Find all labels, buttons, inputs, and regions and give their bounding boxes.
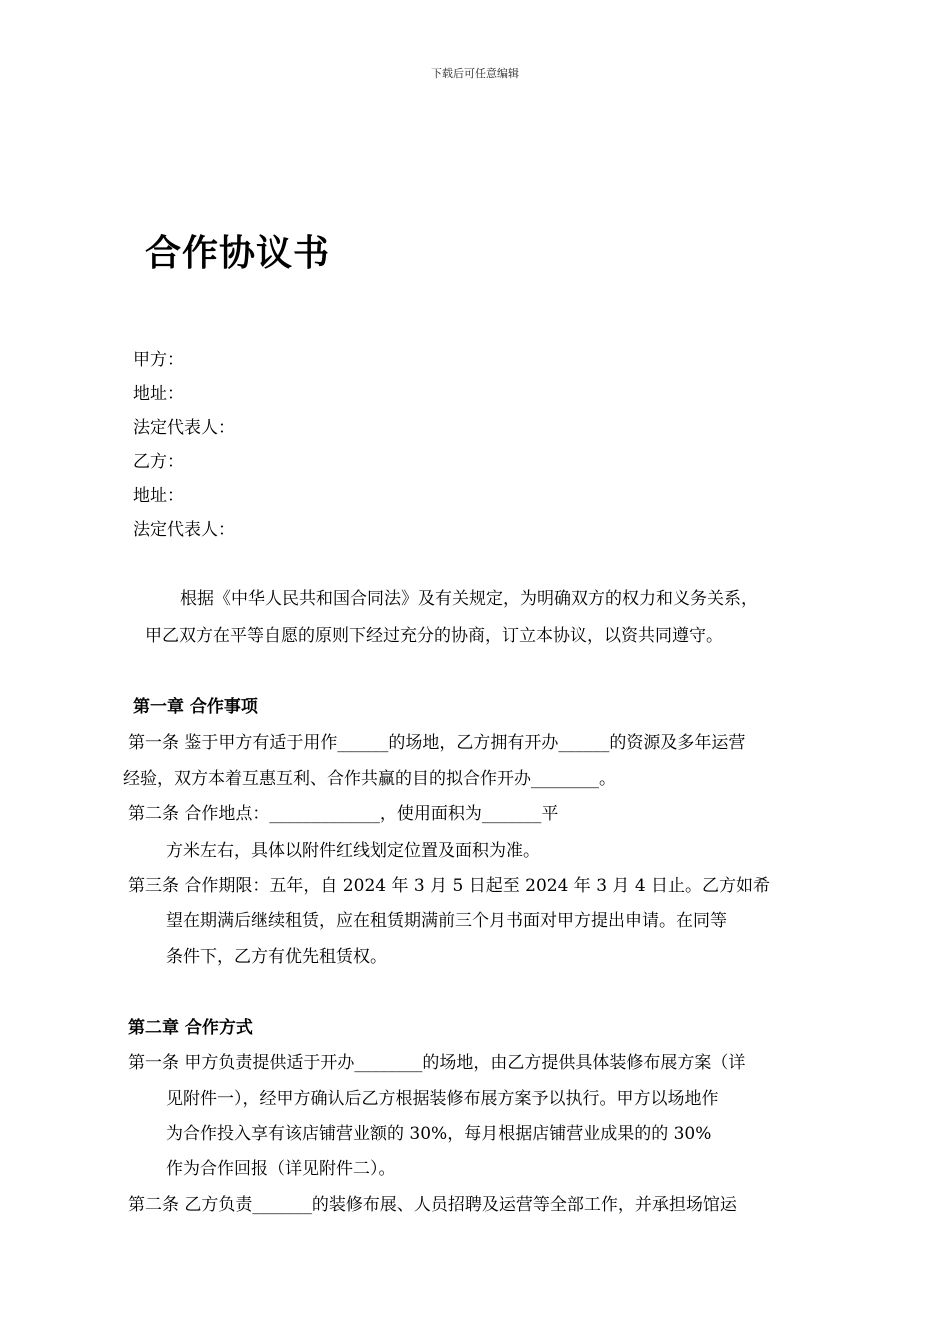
clause-line: 望在期满后继续租赁，应在租赁期满前三个月书面对甲方提出申请。在同等 [166,911,727,931]
party-a-label: 甲方： [133,350,184,370]
clause-line: 第二条 合作地点：_____________，使用面积为_______平 [128,804,559,824]
clause-line: 见附件一），经甲方确认后乙方根据装修布展方案予以执行。甲方以场地作 [166,1089,719,1109]
intro-line: 根据《中华人民共和国合同法》及有关规定，为明确双方的权力和义务关系， [180,589,758,609]
clause-line: 第二条 乙方负责_______的装修布展、人员招聘及运营等全部工作，并承担场馆运 [128,1195,737,1215]
clause-line: 作为合作回报（详见附件二）。 [166,1159,396,1179]
party-a-address-label: 地址： [133,384,184,404]
chapter-heading: 第二章 合作方式 [128,1018,253,1038]
intro-line: 甲乙双方在平等自愿的原则下经过充分的协商，订立本协议，以资共同遵守。 [145,626,723,646]
clause-line: 为合作投入享有该店铺营业额的 30%，每月根据店铺营业成果的的 30% [166,1124,712,1144]
party-b-representative-label: 法定代表人： [133,520,235,540]
document-title: 合作协议书 [145,233,331,274]
clause-line: 第一条 鉴于甲方有适于用作______的场地，乙方拥有开办______的资源及多年运营 [128,733,746,753]
clause-line: 经验，双方本着互惠互利、合作共赢的目的拟合作开办________。 [123,769,616,789]
page-header: 下载后可任意编辑 [431,67,519,80]
parties-block [133,343,235,547]
party-b-label: 乙方： [133,452,184,472]
clause-line: 条件下，乙方有优先租赁权。 [166,947,387,967]
clause-line: 第一条 甲方负责提供适于开办________的场地，由乙方提供具体装修布展方案（详 [128,1053,746,1073]
chapter-heading: 第一章 合作事项 [133,697,258,717]
party-b-address-label: 地址： [133,486,184,506]
clause-line: 第三条 合作期限：五年，自 2024 年 3 月 5 日起至 2024 年 3 月 4 日止。乙方如希 [128,876,771,896]
clause-line: 方米左右，具体以附件红线划定位置及面积为准。 [166,841,540,861]
party-a-representative-label: 法定代表人： [133,418,235,438]
